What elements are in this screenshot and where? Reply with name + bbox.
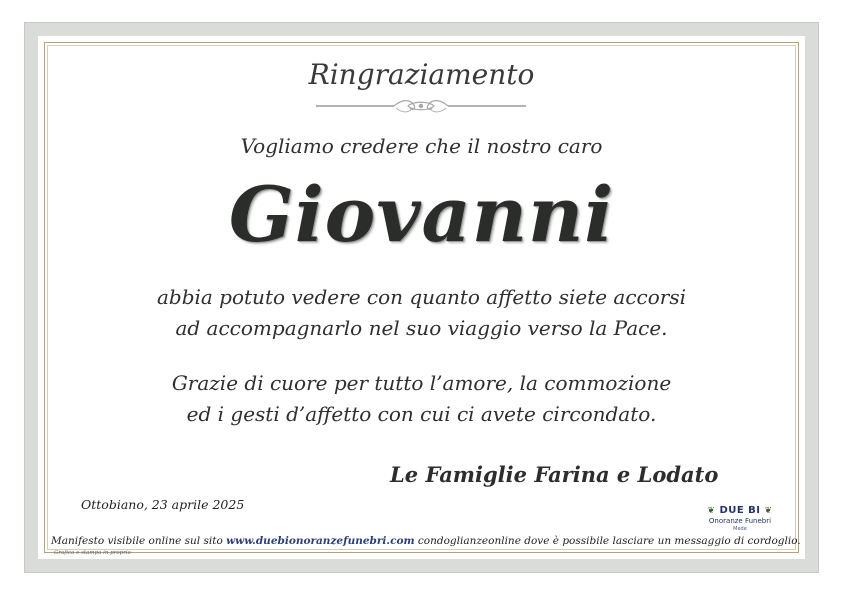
leaf-icon: ❦ (707, 506, 716, 516)
leaf-icon: ❦ (764, 506, 773, 516)
footer-prefix: Manifesto visibile online sul sito (51, 535, 227, 547)
logo-name: DUE BI (719, 505, 761, 516)
website-link[interactable]: www.duebionoranzefunebri.com (226, 535, 415, 547)
ornament-divider-icon (316, 97, 526, 115)
place-date: Ottobiano, 23 aprile 2025 (81, 497, 245, 512)
notice-title: Ringraziamento (308, 58, 535, 91)
message-paragraph-1 (0, 282, 843, 344)
intro-text: Vogliamo credere che il nostro caro (240, 134, 603, 158)
message-paragraph-2 (0, 368, 843, 430)
family-signature: Le Famiglie Farina e Lodato (390, 462, 719, 487)
deceased-name: Giovanni (228, 170, 615, 259)
message-line: Grazie di cuore per tutto l’amore, la commozione (171, 371, 672, 395)
footer-note (51, 535, 801, 547)
message-line: ad accompagnarlo nel suo viaggio verso la Pace. (175, 316, 668, 340)
logo-tagline: Mede (733, 526, 747, 532)
footer-suffix: condoglianzeonline dove è possibile lasciare un messaggio di cordoglio. (414, 535, 801, 547)
message-line: abbia potuto vedere con quanto affetto siete accorsi (156, 285, 687, 309)
logo-subtitle: Onoranze Funebri (708, 517, 772, 525)
print-credit: Grafica e stampa in proprio (54, 550, 131, 556)
message-line: ed i gesti d’affetto con cui ci avete circondato. (186, 402, 657, 426)
